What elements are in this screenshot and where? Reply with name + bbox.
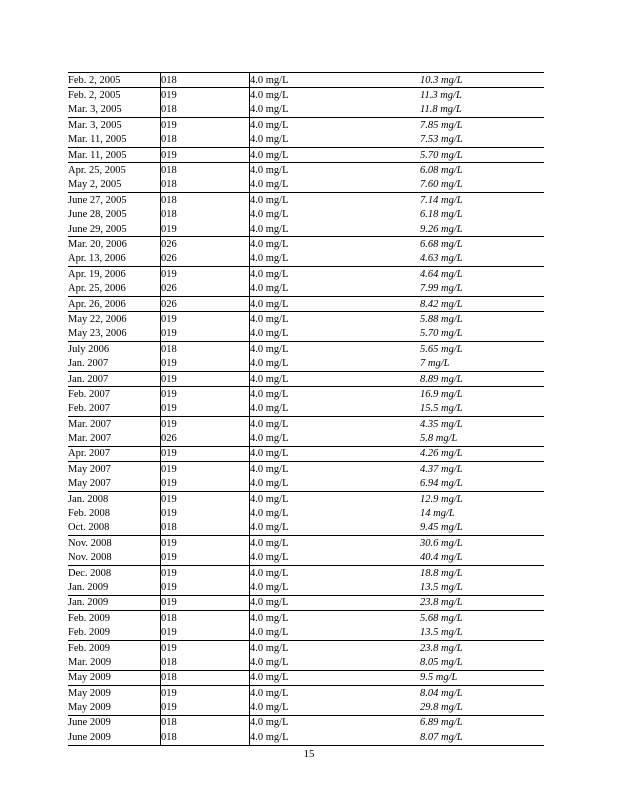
code-cell: 018 [161, 103, 250, 118]
date-cell: May 2009 [68, 702, 111, 714]
result-cell: 40.4 mg/L [420, 552, 463, 564]
limit-cell: 4.0 mg/L [250, 700, 421, 715]
result-cell: 5.88 mg/L [420, 312, 544, 327]
table-row [68, 477, 544, 492]
result-cell: 12.9 mg/L [420, 491, 544, 506]
limit-cell: 4.0 mg/L [250, 371, 421, 386]
limit-cell: 4.0 mg/L [250, 565, 421, 580]
date-cell: Jan. 2008 [68, 491, 161, 506]
table-row [68, 296, 544, 311]
limit-cell: 4.0 mg/L [250, 356, 421, 371]
date-cell: Apr. 13, 2006 [68, 253, 126, 265]
code-cell: 026 [161, 431, 250, 446]
date-cell: Feb. 2009 [68, 627, 110, 639]
table-row [68, 402, 544, 417]
date-cell: Feb. 2007 [68, 387, 161, 402]
result-cell: 11.8 mg/L [420, 104, 462, 116]
date-cell: Feb. 2007 [68, 403, 110, 415]
code-cell: 019 [161, 416, 250, 431]
date-cell: Feb. 2, 2005 [68, 88, 161, 103]
limit-cell: 4.0 mg/L [250, 147, 421, 162]
table-row [68, 462, 544, 477]
result-cell: 7 mg/L [420, 358, 450, 370]
limit-cell: 4.0 mg/L [250, 730, 421, 745]
limit-cell: 4.0 mg/L [250, 506, 421, 520]
table-row [68, 700, 544, 715]
table-row [68, 147, 544, 162]
date-cell: June 27, 2005 [68, 193, 161, 208]
limit-cell: 4.0 mg/L [250, 252, 421, 267]
date-cell: Nov. 2008 [68, 552, 112, 564]
limit-cell: 4.0 mg/L [250, 477, 421, 492]
table-row [68, 163, 544, 178]
result-cell: 23.8 mg/L [420, 640, 544, 655]
table-row [68, 536, 544, 551]
code-cell: 018 [161, 655, 250, 670]
table-row [68, 356, 544, 371]
date-cell: Mar. 20, 2006 [68, 237, 161, 252]
limit-cell: 4.0 mg/L [250, 222, 421, 237]
code-cell: 026 [161, 281, 250, 296]
result-cell: 4.63 mg/L [420, 253, 463, 265]
result-cell: 13.5 mg/L [420, 581, 463, 593]
table-row [68, 222, 544, 237]
table-row [68, 715, 544, 730]
limit-cell: 4.0 mg/L [250, 670, 421, 685]
limit-cell: 4.0 mg/L [250, 431, 421, 446]
table-row [68, 686, 544, 701]
code-cell: 019 [161, 580, 250, 595]
limit-cell: 4.0 mg/L [250, 267, 421, 282]
limit-cell: 4.0 mg/L [250, 133, 421, 148]
date-cell: Feb. 2009 [68, 611, 161, 626]
limit-cell: 4.0 mg/L [250, 655, 421, 670]
date-cell: May 23, 2006 [68, 328, 127, 340]
limit-cell: 4.0 mg/L [250, 237, 421, 252]
code-cell: 019 [161, 147, 250, 162]
code-cell: 019 [161, 625, 250, 640]
table-row [68, 506, 544, 520]
limit-cell: 4.0 mg/L [250, 178, 421, 193]
code-cell: 018 [161, 163, 250, 178]
date-cell: May 22, 2006 [68, 312, 161, 327]
limit-cell: 4.0 mg/L [250, 551, 421, 566]
result-cell: 4.35 mg/L [420, 416, 544, 431]
code-cell: 019 [161, 222, 250, 237]
code-cell: 019 [161, 640, 250, 655]
code-cell: 026 [161, 252, 250, 267]
table-row [68, 281, 544, 296]
date-cell: June 2009 [68, 730, 161, 745]
date-cell: Apr. 25, 2006 [68, 283, 126, 295]
limit-cell: 4.0 mg/L [250, 163, 421, 178]
code-cell: 019 [161, 356, 250, 371]
code-cell: 018 [161, 133, 250, 148]
table-row [68, 551, 544, 566]
date-cell: Mar. 3, 2005 [68, 104, 122, 116]
result-cell: 6.18 mg/L [420, 209, 463, 221]
code-cell: 019 [161, 118, 250, 133]
result-cell: 11.3 mg/L [420, 88, 544, 103]
code-cell: 019 [161, 327, 250, 342]
table-row [68, 193, 544, 208]
result-cell: 7.53 mg/L [420, 134, 463, 146]
date-cell: Feb. 2009 [68, 640, 161, 655]
table-row [68, 640, 544, 655]
limit-cell: 4.0 mg/L [250, 208, 421, 222]
result-cell: 9.26 mg/L [420, 223, 463, 235]
date-cell: July 2006 [68, 342, 161, 357]
code-cell: 018 [161, 670, 250, 685]
date-cell: Apr. 25, 2005 [68, 163, 161, 178]
result-cell: 4.37 mg/L [420, 462, 544, 477]
limit-cell: 4.0 mg/L [250, 387, 421, 402]
limit-cell: 4.0 mg/L [250, 312, 421, 327]
date-cell: Feb. 2, 2005 [68, 73, 161, 88]
result-cell: 6.08 mg/L [420, 163, 544, 178]
result-cell: 9.45 mg/L [420, 522, 463, 534]
result-cell: 9.5 mg/L [420, 670, 544, 685]
result-cell: 5.68 mg/L [420, 611, 544, 626]
limit-cell: 4.0 mg/L [250, 491, 421, 506]
table-row [68, 655, 544, 670]
code-cell: 019 [161, 477, 250, 492]
table-row [68, 625, 544, 640]
date-cell: Oct. 2008 [68, 522, 110, 534]
date-cell: June 2009 [68, 715, 161, 730]
date-cell: Nov. 2008 [68, 536, 161, 551]
table-row [68, 580, 544, 595]
limit-cell: 4.0 mg/L [250, 327, 421, 342]
date-cell: Jan. 2007 [68, 358, 109, 370]
table-row [68, 446, 544, 461]
result-cell: 4.26 mg/L [420, 446, 544, 461]
table-row [68, 327, 544, 342]
table-row [68, 416, 544, 431]
result-cell: 6.89 mg/L [420, 715, 544, 730]
date-cell: Mar. 11, 2005 [68, 147, 161, 162]
limit-cell: 4.0 mg/L [250, 640, 421, 655]
result-cell: 7.99 mg/L [420, 283, 463, 295]
result-cell: 4.64 mg/L [420, 267, 544, 282]
limit-cell: 4.0 mg/L [250, 715, 421, 730]
result-cell: 5.65 mg/L [420, 342, 544, 357]
result-cell: 14 mg/L [420, 508, 455, 520]
table-row [68, 730, 544, 745]
result-cell: 5.70 mg/L [420, 147, 544, 162]
table-row [68, 103, 544, 118]
code-cell: 019 [161, 536, 250, 551]
table-row [68, 342, 544, 357]
date-cell: Feb. 2008 [68, 508, 110, 520]
date-cell: June 29, 2005 [68, 223, 127, 235]
code-cell: 026 [161, 237, 250, 252]
table-row [68, 178, 544, 193]
page-number: 15 [303, 748, 315, 760]
code-cell: 026 [161, 296, 250, 311]
date-cell: Jan. 2009 [68, 581, 109, 593]
limit-cell: 4.0 mg/L [250, 296, 421, 311]
limit-cell: 4.0 mg/L [250, 446, 421, 461]
code-cell: 018 [161, 521, 250, 536]
code-cell: 019 [161, 88, 250, 103]
limit-cell: 4.0 mg/L [250, 193, 421, 208]
code-cell: 019 [161, 595, 250, 610]
limit-cell: 4.0 mg/L [250, 625, 421, 640]
date-cell: Dec. 2008 [68, 565, 161, 580]
code-cell: 019 [161, 312, 250, 327]
code-cell: 018 [161, 715, 250, 730]
result-cell: 8.07 mg/L [420, 730, 544, 745]
date-cell: June 28, 2005 [68, 209, 127, 221]
limit-cell: 4.0 mg/L [250, 402, 421, 417]
code-cell: 019 [161, 387, 250, 402]
limit-cell: 4.0 mg/L [250, 611, 421, 626]
result-cell: 29.8 mg/L [420, 702, 463, 714]
code-cell: 018 [161, 193, 250, 208]
date-cell: Apr. 19, 2006 [68, 267, 161, 282]
result-cell: 8.42 mg/L [420, 296, 544, 311]
date-cell: Mar. 2009 [68, 656, 112, 668]
result-cell: 8.89 mg/L [420, 371, 544, 386]
code-cell: 019 [161, 700, 250, 715]
result-cell: 7.14 mg/L [420, 193, 544, 208]
date-cell: May 2009 [68, 686, 161, 701]
date-cell: Apr. 26, 2006 [68, 296, 161, 311]
limit-cell: 4.0 mg/L [250, 73, 421, 88]
limit-cell: 4.0 mg/L [250, 595, 421, 610]
table-row [68, 133, 544, 148]
table-row [68, 595, 544, 610]
code-cell: 019 [161, 371, 250, 386]
results-table-body [68, 73, 544, 746]
code-cell: 018 [161, 73, 250, 88]
date-cell: May 2, 2005 [68, 179, 122, 191]
table-row [68, 267, 544, 282]
limit-cell: 4.0 mg/L [250, 103, 421, 118]
table-row [68, 237, 544, 252]
result-cell: 7.85 mg/L [420, 118, 544, 133]
result-cell: 8.04 mg/L [420, 686, 544, 701]
date-cell: Jan. 2007 [68, 371, 161, 386]
limit-cell: 4.0 mg/L [250, 342, 421, 357]
date-cell: May 2007 [68, 462, 161, 477]
code-cell: 018 [161, 730, 250, 745]
date-cell: May 2009 [68, 670, 161, 685]
table-row [68, 565, 544, 580]
limit-cell: 4.0 mg/L [250, 416, 421, 431]
result-cell: 18.8 mg/L [420, 565, 544, 580]
table-row [68, 431, 544, 446]
code-cell: 019 [161, 565, 250, 580]
code-cell: 019 [161, 551, 250, 566]
limit-cell: 4.0 mg/L [250, 88, 421, 103]
limit-cell: 4.0 mg/L [250, 686, 421, 701]
result-cell: 6.68 mg/L [420, 237, 544, 252]
table-row [68, 208, 544, 222]
limit-cell: 4.0 mg/L [250, 521, 421, 536]
table-row [68, 611, 544, 626]
result-cell: 16.9 mg/L [420, 387, 544, 402]
table-row [68, 73, 544, 88]
limit-cell: 4.0 mg/L [250, 281, 421, 296]
code-cell: 019 [161, 402, 250, 417]
table-row [68, 252, 544, 267]
result-cell: 30.6 mg/L [420, 536, 544, 551]
result-cell: 7.60 mg/L [420, 179, 463, 191]
limit-cell: 4.0 mg/L [250, 118, 421, 133]
date-cell: Mar. 3, 2005 [68, 118, 161, 133]
date-cell: Mar. 2007 [68, 416, 161, 431]
table-row [68, 371, 544, 386]
code-cell: 018 [161, 342, 250, 357]
date-cell: Apr. 2007 [68, 446, 161, 461]
result-cell: 23.8 mg/L [420, 595, 544, 610]
result-cell: 5.8 mg/L [420, 433, 458, 445]
date-cell: May 2007 [68, 478, 111, 490]
result-cell: 5.70 mg/L [420, 328, 463, 340]
results-table [68, 72, 544, 746]
date-cell: Mar. 11, 2005 [68, 134, 127, 146]
table-row [68, 491, 544, 506]
result-cell: 15.5 mg/L [420, 403, 463, 415]
code-cell: 019 [161, 506, 250, 520]
table-row [68, 387, 544, 402]
code-cell: 018 [161, 611, 250, 626]
code-cell: 019 [161, 686, 250, 701]
code-cell: 019 [161, 446, 250, 461]
table-row [68, 312, 544, 327]
date-cell: Mar. 2007 [68, 433, 112, 445]
result-cell: 6.94 mg/L [420, 478, 463, 490]
result-cell: 10.3 mg/L [420, 73, 544, 88]
limit-cell: 4.0 mg/L [250, 462, 421, 477]
table-row [68, 521, 544, 536]
code-cell: 018 [161, 178, 250, 193]
code-cell: 019 [161, 491, 250, 506]
table-row [68, 670, 544, 685]
date-cell: Jan. 2009 [68, 595, 161, 610]
result-cell: 8.05 mg/L [420, 656, 463, 668]
limit-cell: 4.0 mg/L [250, 580, 421, 595]
result-cell: 13.5 mg/L [420, 627, 463, 639]
code-cell: 018 [161, 208, 250, 222]
table-row [68, 118, 544, 133]
limit-cell: 4.0 mg/L [250, 536, 421, 551]
code-cell: 019 [161, 267, 250, 282]
table-row [68, 88, 544, 103]
code-cell: 019 [161, 462, 250, 477]
